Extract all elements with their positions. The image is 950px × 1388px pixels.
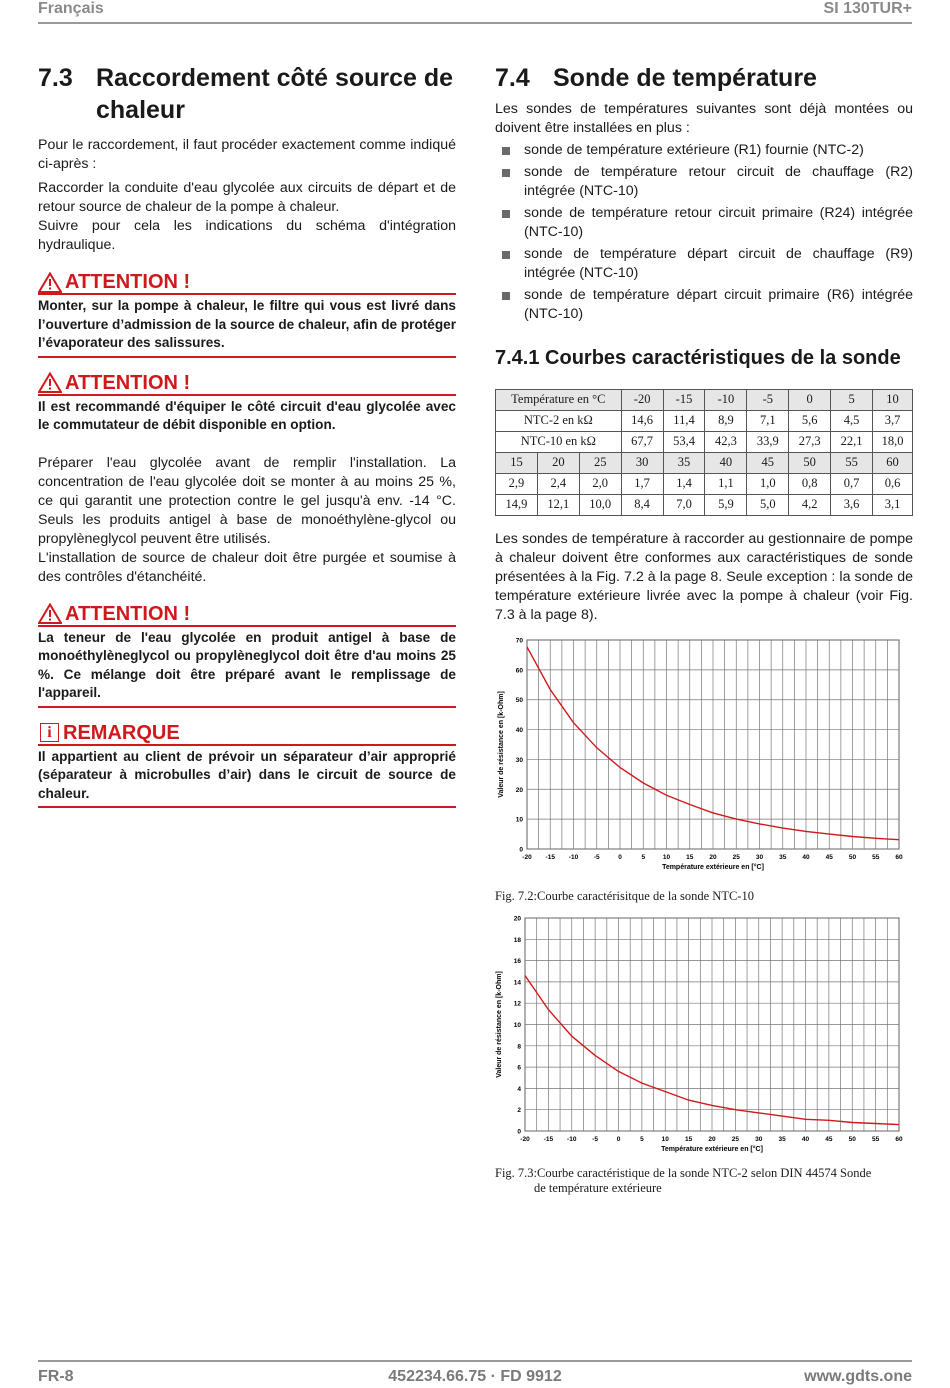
- paragraph-connect: Raccorder la conduite d'eau glycolée aux circuits de départ et de retour source de chaleur de la pompe à chaleur.: [38, 180, 456, 215]
- list-item: [495, 163, 913, 202]
- table-cell: 35: [663, 452, 705, 473]
- table-cell: 4,5: [831, 410, 873, 431]
- x-tick-label: -5: [592, 1136, 599, 1143]
- table-cell: 5: [831, 389, 873, 410]
- y-tick-label: 50: [515, 697, 523, 705]
- table-header-cell: NTC-10 en kΩ: [496, 431, 622, 452]
- square-bullet-icon: [502, 292, 510, 300]
- warning-triangle-icon: [38, 272, 62, 293]
- warning-block-3: [38, 603, 456, 708]
- table-cell: 0: [789, 389, 831, 410]
- list-item-text: sonde de température retour circuit primaire (R24) intégrée (NTC-10): [524, 204, 913, 240]
- table-cell: -20: [621, 389, 663, 410]
- page-footer: [38, 1360, 912, 1388]
- table-cell: 30: [621, 452, 663, 473]
- x-tick-label: 25: [731, 1136, 739, 1143]
- x-tick-label: 45: [825, 854, 833, 861]
- x-tick-label: 50: [848, 854, 857, 861]
- table-cell: 3,6: [831, 494, 873, 515]
- footer-page-number: FR-8: [38, 1368, 74, 1385]
- figure-caption-ntc10: Fig. 7.2:Courbe caractérisitque de la sonde NTC-10: [495, 889, 754, 903]
- table-cell: 42,3: [705, 431, 747, 452]
- y-tick-label: 14: [513, 979, 521, 987]
- sensor-list: [495, 141, 913, 325]
- table-cell: 53,4: [663, 431, 705, 452]
- table-cell: 22,1: [831, 431, 873, 452]
- table-cell: 1,4: [663, 473, 705, 494]
- table-cell: 10: [873, 389, 913, 410]
- sensor-table: [495, 389, 913, 516]
- table-cell: 15: [496, 452, 538, 473]
- table-cell: 33,9: [747, 431, 789, 452]
- x-tick-label: 35: [779, 854, 787, 861]
- x-tick-label: 40: [801, 1136, 810, 1143]
- table-cell: 0,8: [789, 473, 831, 494]
- x-tick-label: 30: [755, 854, 764, 861]
- y-tick-label: 20: [513, 915, 521, 923]
- x-tick-label: 0: [616, 1136, 621, 1143]
- table-header-cell: NTC-2 en kΩ: [496, 410, 622, 431]
- x-tick-label: 60: [895, 1136, 903, 1143]
- warning-text: La teneur de l'eau glycolée en produit antigel à base de monoéthylèneglycol ou propylèneglycol doit être d'au moins 25 %. Ce mélange doit être préparé avant le remplissage de l'appareil.: [38, 625, 456, 708]
- x-tick-label: 5: [640, 1136, 644, 1143]
- square-bullet-icon: [502, 251, 510, 259]
- paragraph-sensors-intro: Les sondes de températures suivantes sont déjà montées ou doivent être installées en plus :: [495, 101, 913, 136]
- section-title: Sonde de température: [553, 64, 817, 92]
- note-text: Il appartient au client de prévoir un séparateur d’air approprié (séparateur à microbulles d’air) dans le circuit de source de chaleur.: [38, 744, 456, 809]
- footer-website: www.gdts.one: [804, 1368, 912, 1385]
- table-cell: 2,0: [579, 473, 621, 494]
- table-row: [496, 410, 913, 431]
- table-cell: 5,6: [789, 410, 831, 431]
- table-cell: 12,1: [537, 494, 579, 515]
- x-tick-label: 45: [825, 1136, 833, 1143]
- table-cell: 5,9: [705, 494, 747, 515]
- x-tick-label: 55: [872, 854, 880, 861]
- info-icon: i: [40, 723, 59, 742]
- x-tick-label: 20: [708, 1136, 716, 1143]
- table-cell: 0,7: [831, 473, 873, 494]
- paragraph-sensor-conformity: Les sondes de température à raccorder au gestionnaire de pompe à chaleur doivent être conformes aux caractéristiques de sonde présentées à la Fig. 7.2 à la page 8. Seule exception : la sonde de température extérieure livrée avec la pompe à chaleur (voir Fig. 7.3 à la page 8).: [495, 530, 913, 623]
- x-tick-label: 40: [802, 854, 810, 861]
- warning-block-1: [38, 271, 456, 358]
- warning-text: Monter, sur la pompe à chaleur, le filtre qui vous est livré dans l’ouverture d’admission de la source de chaleur, afin de protéger l’évaporateur des salissures.: [38, 293, 456, 358]
- x-tick-label: 50: [848, 1136, 856, 1143]
- y-tick-label: 10: [515, 816, 523, 824]
- y-tick-label: 10: [513, 1022, 521, 1029]
- x-tick-label: 10: [661, 1136, 669, 1143]
- warning-block-2: [38, 372, 456, 438]
- list-item: [495, 245, 913, 284]
- y-tick-label: 12: [513, 1000, 521, 1008]
- y-tick-label: 6: [517, 1064, 521, 1072]
- x-tick-label: 60: [895, 854, 903, 861]
- caption-line: de température extérieure: [534, 1181, 662, 1195]
- y-tick-label: 18: [513, 936, 521, 944]
- caption-line: Fig. 7.3:Courbe caractéristique de la sonde NTC-2 selon DIN 44574 Sonde: [495, 1166, 872, 1180]
- table-cell: 7,0: [663, 494, 705, 515]
- x-tick-label: 25: [732, 854, 740, 861]
- list-item: [495, 204, 913, 243]
- table-cell: 25: [579, 452, 621, 473]
- table-cell: 10,0: [579, 494, 621, 515]
- header-language: Français: [38, 0, 104, 17]
- table-cell: 8,4: [621, 494, 663, 515]
- paragraph-hydraulic: Suivre pour cela les indications du schéma d'intégration hydraulique.: [38, 218, 456, 253]
- table-cell: 50: [789, 452, 831, 473]
- table-cell: 1,7: [621, 473, 663, 494]
- note-title-text: REMARQUE: [63, 721, 180, 744]
- y-tick-label: 16: [513, 958, 521, 966]
- table-cell: 4,2: [789, 494, 831, 515]
- table-row: [496, 473, 913, 494]
- note-title: [38, 722, 456, 744]
- x-tick-label: 30: [755, 1136, 763, 1143]
- table-cell: 8,9: [705, 410, 747, 431]
- table-cell: 40: [705, 452, 747, 473]
- x-tick-label: 15: [686, 854, 694, 861]
- x-tick-label: 0: [618, 854, 622, 861]
- x-tick-label: 20: [709, 854, 717, 861]
- paragraph-purge: L'installation de source de chaleur doit être purgée et soumise à des contrôles d'étanchéité.: [38, 549, 456, 585]
- warning-title: [38, 271, 456, 293]
- y-tick-label: 8: [517, 1043, 521, 1051]
- chart-ntc2: [495, 910, 915, 1160]
- y-axis-label: Valeur de résistance en [k-Ohm]: [498, 691, 505, 798]
- x-tick-label: 15: [685, 1136, 693, 1143]
- x-tick-label: 5: [641, 854, 646, 861]
- y-tick-label: 40: [515, 727, 523, 735]
- footer-doc-number: 452234.66.75 · FD 9912: [388, 1368, 562, 1385]
- list-item: [495, 141, 913, 161]
- header-model: SI 130TUR+: [823, 0, 912, 17]
- warning-title-text: ATTENTION !: [65, 602, 191, 625]
- table-cell: 5,0: [747, 494, 789, 515]
- table-row: [496, 389, 913, 410]
- y-tick-label: 4: [517, 1085, 521, 1093]
- x-tick-label: -10: [568, 854, 579, 861]
- warning-title: [38, 603, 456, 625]
- y-tick-label: 70: [515, 637, 523, 645]
- figure-caption-ntc2: [495, 1166, 915, 1196]
- table-cell: -10: [705, 389, 747, 410]
- square-bullet-icon: [502, 210, 510, 218]
- table-cell: 20: [537, 452, 579, 473]
- y-tick-label: 0: [517, 1128, 521, 1136]
- table-cell: 1,1: [705, 473, 747, 494]
- table-cell: 11,4: [663, 410, 705, 431]
- list-item-text: sonde de température extérieure (R1) fournie (NTC-2): [524, 142, 864, 158]
- y-tick-label: 60: [515, 667, 523, 675]
- x-tick-label: 35: [778, 1136, 786, 1143]
- table-cell: 1,0: [747, 473, 789, 494]
- y-tick-label: 30: [515, 756, 523, 764]
- square-bullet-icon: [502, 169, 510, 177]
- x-tick-label: 10: [662, 854, 671, 861]
- x-axis-label: Température extérieure en [°C]: [662, 864, 764, 871]
- x-axis-label: Température extérieure en [°C]: [661, 1146, 763, 1153]
- table-cell: 2,9: [496, 473, 538, 494]
- table-cell: 67,7: [621, 431, 663, 452]
- warning-text: Il est recommandé d'équiper le côté circuit d'eau glycolée avec le commutateur de débit disponible en option.: [38, 394, 456, 438]
- y-axis-label: Valeur de résistance en [k-Ohm]: [496, 971, 503, 1078]
- y-tick-label: 0: [519, 846, 523, 854]
- section-title: Raccordement côté source de chaleur: [96, 64, 454, 124]
- table-header-cell: Température en °C: [496, 389, 622, 410]
- table-cell: 3,1: [873, 494, 913, 515]
- left-column: [38, 62, 456, 808]
- table-row: [496, 452, 913, 473]
- page-header: [38, 0, 912, 24]
- table-cell: 14,9: [496, 494, 538, 515]
- section-number: 7.4: [495, 64, 530, 92]
- table-cell: 7,1: [747, 410, 789, 431]
- list-item-text: sonde de température départ circuit de chauffage (R9) intégrée (NTC-10): [524, 245, 913, 281]
- x-tick-label: -5: [593, 854, 600, 861]
- warning-title-text: ATTENTION !: [65, 271, 191, 293]
- square-bullet-icon: [502, 147, 510, 155]
- warning-triangle-icon: [38, 603, 62, 624]
- warning-title: [38, 372, 456, 394]
- table-cell: 3,7: [873, 410, 913, 431]
- table-cell: 55: [831, 452, 873, 473]
- table-cell: 18,0: [873, 431, 913, 452]
- paragraph-intro: Pour le raccordement, il faut procéder exactement comme indiqué ci-après :: [38, 137, 456, 172]
- chart-ntc10: [495, 632, 915, 877]
- list-item: [495, 286, 913, 325]
- section-7-3-title: [38, 62, 456, 126]
- table-cell: -5: [747, 389, 789, 410]
- table-cell: -15: [663, 389, 705, 410]
- table-cell: 14,6: [621, 410, 663, 431]
- x-tick-label: 55: [872, 1136, 880, 1143]
- table-row: [496, 431, 913, 452]
- right-column: [495, 62, 913, 625]
- table-cell: 60: [873, 452, 913, 473]
- table-cell: 45: [747, 452, 789, 473]
- y-tick-label: 20: [515, 786, 523, 794]
- x-tick-label: -15: [545, 854, 555, 861]
- paragraph-glycol: Préparer l'eau glycolée avant de remplir l'installation. La concentration de l'eau glycolée doit se monter à au moins 25 %, ce qui garantit une protection contre le gel jusqu'à env. -14 °C. Seuls les produits antigel à base de monoéthylène-glycol ou propylèneglycol peuvent être utilisés.: [38, 454, 456, 547]
- note-block: [38, 722, 456, 809]
- section-number: 7.3: [38, 64, 73, 92]
- table-cell: 0,6: [873, 473, 913, 494]
- x-tick-label: -15: [543, 1136, 554, 1143]
- section-7-4-title: [495, 62, 913, 94]
- x-tick-label: -20: [520, 1136, 530, 1143]
- table-row: [496, 494, 913, 515]
- warning-triangle-icon: [38, 372, 62, 393]
- x-tick-label: -20: [522, 854, 532, 861]
- table-cell: 2,4: [537, 473, 579, 494]
- warning-title-text: ATTENTION !: [65, 371, 191, 394]
- list-item-text: sonde de température retour circuit de chauffage (R2) intégrée (NTC-10): [524, 163, 913, 199]
- subsection-title: 7.4.1 Courbes caractéristiques de la sonde: [495, 346, 901, 369]
- x-tick-label: -10: [567, 1136, 577, 1143]
- table-cell: 27,3: [789, 431, 831, 452]
- list-item-text: sonde de température départ circuit primaire (R6) intégrée (NTC-10): [524, 286, 913, 322]
- y-tick-label: 2: [517, 1107, 521, 1115]
